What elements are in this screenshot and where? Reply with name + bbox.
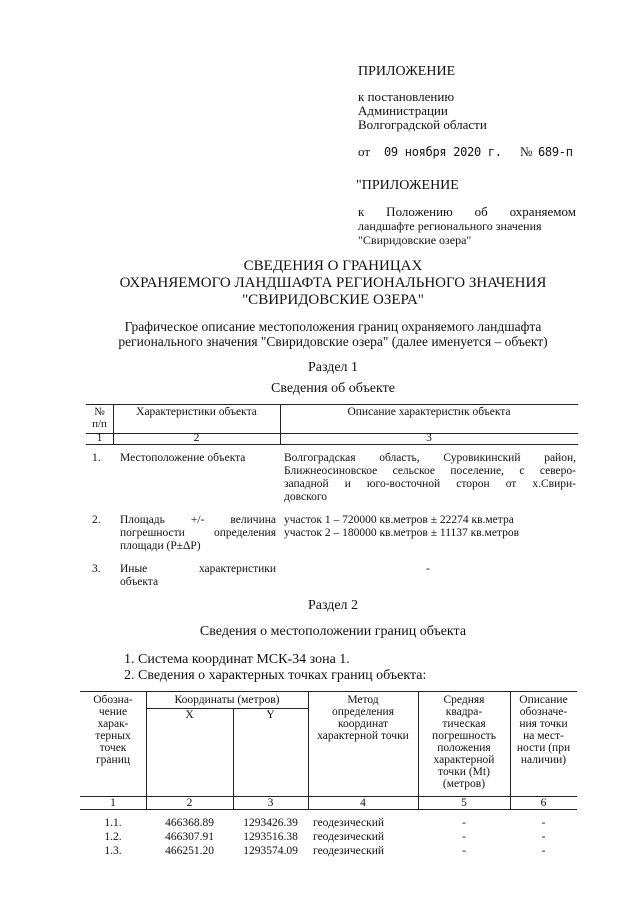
regulation-line-3: "Свиридовские озера" bbox=[358, 233, 472, 247]
administration-line: Администрации bbox=[358, 103, 448, 118]
points-info-item: 2. Сведения о характерных точках границ объекта: bbox=[124, 668, 427, 683]
table2-row3-x: 466251.20 bbox=[165, 845, 214, 857]
table1-numbering-1: 1 bbox=[96, 432, 103, 444]
table2-row3-error: - bbox=[462, 845, 466, 857]
regulation-line-2: ландшафте регионального значения bbox=[358, 219, 542, 233]
section1-subheading: Сведения об объекте bbox=[271, 381, 395, 396]
table1-row2-number: 2. bbox=[92, 514, 101, 526]
table1-row1-number: 1. bbox=[92, 452, 101, 464]
number-label: № bbox=[520, 144, 533, 159]
page-title bbox=[0, 258, 640, 309]
table2-header-method: Метод определения координат характерной точки bbox=[317, 694, 409, 742]
table1-header-number: № п/п bbox=[92, 406, 107, 430]
table2-header-designation: Обозна- чение харак- терных точек границ bbox=[93, 694, 133, 766]
table1-numbering-2: 2 bbox=[193, 432, 200, 444]
table2-numbering-6: 6 bbox=[540, 797, 547, 809]
table2-header-y: Y bbox=[266, 709, 275, 721]
from-label: от bbox=[358, 144, 371, 159]
quoted-attachment-title: "ПРИЛОЖЕНИЕ bbox=[356, 178, 459, 193]
table2-row2-desc: - bbox=[541, 831, 546, 843]
table2-row1-point: 1.1. bbox=[104, 817, 122, 829]
table2-row2-x: 466307.91 bbox=[165, 831, 214, 843]
table2-row3-point: 1.3. bbox=[104, 845, 122, 857]
table1-row3-name-line2: объекта bbox=[120, 576, 159, 588]
subtitle bbox=[0, 319, 640, 349]
table1-row3-number: 3. bbox=[92, 563, 101, 575]
table2-row3-method: геодезический bbox=[313, 845, 385, 857]
table1-row1-desc-line3: западной и юго-восточной сторон от х.Свири- bbox=[284, 478, 576, 490]
table1-row2-name-line2: погрешности определения bbox=[120, 527, 276, 539]
table2-row1-error: - bbox=[462, 817, 466, 829]
decree-line: к постановлению bbox=[358, 89, 455, 104]
table2-numbering-3: 3 bbox=[267, 797, 274, 809]
decree-number: 689-п bbox=[538, 145, 573, 159]
table2-numbering-1: 1 bbox=[110, 797, 116, 809]
table2-numbering-4: 4 bbox=[360, 797, 366, 809]
table2-row3-y: 1293574.09 bbox=[243, 845, 298, 857]
subtitle-line-2: регионального значения "Свиридовские озера" (далее именуется – объект) bbox=[118, 334, 548, 349]
section2-subheading: Сведения о местоположении границ объекта bbox=[199, 624, 467, 639]
table2-col-divider-2 bbox=[233, 709, 234, 810]
section1-heading: Раздел 1 bbox=[307, 360, 359, 375]
region-line: Волгоградской области bbox=[358, 117, 487, 132]
table2-numbering-5: 5 bbox=[461, 797, 467, 809]
title-line-1: СВЕДЕНИЯ О ГРАНИЦАХ bbox=[243, 258, 423, 274]
table1-row1-desc-line4: довского bbox=[284, 491, 328, 503]
table1-row2-name-line1: Площадь +/- величина bbox=[120, 514, 276, 526]
table2-row2-y: 1293516.38 bbox=[243, 831, 298, 843]
table2-row1-method: геодезический bbox=[313, 817, 385, 829]
table1-row3-desc: - bbox=[426, 563, 430, 575]
table1-row2-desc-line1: участок 1 – 720000 кв.метров ± 22274 кв.метра bbox=[284, 514, 514, 526]
title-line-2: ОХРАНЯЕМОГО ЛАНДШАФТА РЕГИОНАЛЬНОГО ЗНАЧЕНИЯ bbox=[119, 275, 547, 291]
table1-header-description: Описание характеристик объекта bbox=[347, 406, 511, 418]
table2-row1-y: 1293426.39 bbox=[243, 817, 298, 829]
decree-date: 09 ноября 2020 г. bbox=[384, 145, 502, 159]
table1-row1-desc-line1: Волгоградская область, Суровикинский район, bbox=[284, 452, 576, 464]
table1-numbering-3: 3 bbox=[426, 432, 432, 444]
regulation-line-1: к Положению об охраняемом bbox=[358, 204, 576, 219]
table2-numbering-2: 2 bbox=[186, 797, 193, 809]
table2-row2-method: геодезический bbox=[313, 831, 385, 843]
table1-border-top bbox=[86, 404, 578, 405]
decree-reference bbox=[358, 90, 487, 132]
table2-header-description: Описание обозначе- ния точки на мест- ности (при наличии) bbox=[516, 694, 571, 766]
subtitle-line-1: Графическое описание местоположения границ охраняемого ландшафта bbox=[124, 319, 542, 334]
table1-header-characteristic: Характеристики объекта bbox=[136, 406, 257, 418]
table2-row1-desc: - bbox=[541, 817, 546, 829]
table2-row2-error: - bbox=[462, 831, 466, 843]
table2-header-coords: Координаты (метров) bbox=[174, 694, 280, 706]
coordinate-system-item: 1. Система координат МСК-34 зона 1. bbox=[124, 652, 350, 667]
table1-row2-desc-line2: участок 2 – 180000 кв.метров ± 11137 кв.метров bbox=[284, 527, 520, 539]
table1-row3-name-line1: Иные характеристики bbox=[120, 563, 276, 575]
table1-border-numbering bbox=[86, 444, 578, 445]
table1-row1-name: Местоположение объекта bbox=[120, 452, 246, 464]
table2-border-top bbox=[80, 691, 577, 692]
table2-row2-point: 1.2. bbox=[104, 831, 122, 843]
title-line-3: "СВИРИДОВСКИЕ ОЗЕРА" bbox=[242, 292, 424, 308]
table1-row2-name-line3: площади (P±ΔP) bbox=[120, 540, 201, 552]
table2-row3-desc: - bbox=[541, 845, 546, 857]
section2-heading: Раздел 2 bbox=[307, 598, 359, 613]
table1-row1-desc-line2: Ближнеосиновское сельское поселение, с северо- bbox=[284, 465, 576, 477]
table2-row1-x: 466368.89 bbox=[165, 817, 214, 829]
attachment-title: ПРИЛОЖЕНИЕ bbox=[358, 64, 456, 79]
table2-header-x: X bbox=[185, 709, 194, 721]
table2-border-numbering bbox=[80, 809, 577, 810]
table2-header-error: Средняя квадра- тическая погрешность положения характерной точки (Mt) (метров) bbox=[432, 694, 496, 790]
